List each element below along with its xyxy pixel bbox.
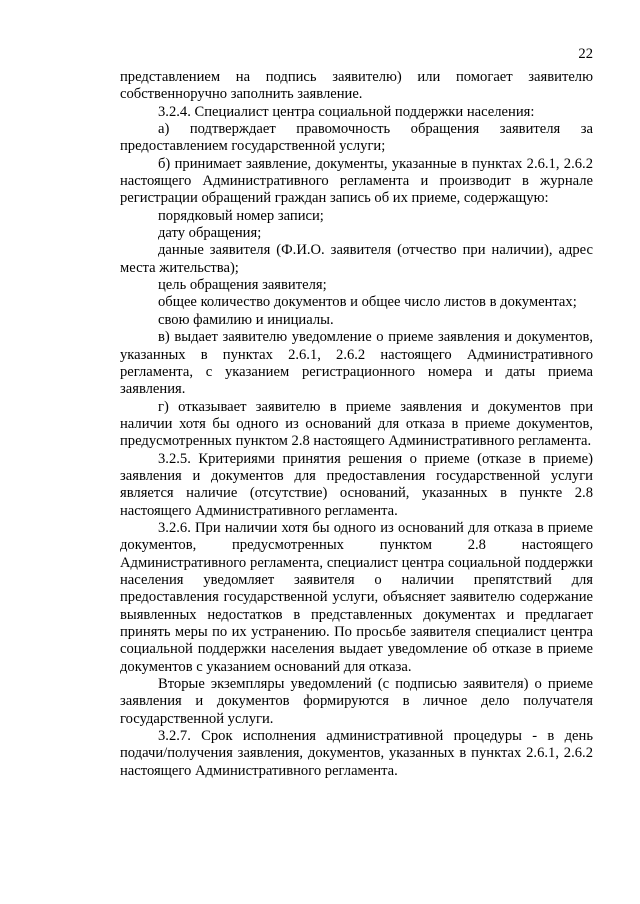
paragraph: а) подтверждает правомочность обращения заявителя за предоставлением государственной услуги; <box>120 121 593 155</box>
paragraph: представлением на подпись заявителю) или помогает заявителю собственноручно заполнить заявление. <box>120 69 593 103</box>
paragraph: 3.2.4. Специалист центра социальной поддержки населения: <box>158 103 535 120</box>
paragraph: б) принимает заявление, документы, указанные в пунктах 2.6.1, 2.6.2 настоящего Административного регламента и производит в журнале регистрации обращений граждан запись об их приеме, содержащую: <box>120 155 593 207</box>
paragraph: г) отказывает заявителю в приеме заявления и документов при наличии хотя бы одного из оснований для отказа в приеме документов, предусмотренных пунктом 2.8 настоящего Административного регламента. <box>120 398 593 450</box>
paragraph: 3.2.5. Критериями принятия решения о приеме (отказе в приеме) заявления и документов для предоставления государственной услуги является наличие (отсутствие) оснований, указанных в пункте 2.8 настоящего Административного регламента. <box>120 450 593 519</box>
paragraph: 3.2.6. При наличии хотя бы одного из оснований для отказа в приеме документов, предусмотренных пунктом 2.8 настоящего Административного регламента, специалист центра социальной поддержки населения уведомляет заявителя о наличии препятствий для предоставления государственной услуги, объясняет заявителю содержание выявленных недостатков в представленных документах и предлагает принять меры по их устранению. По просьбе заявителя специалист центра социальной поддержки населения выдает уведомление об отказе в приеме документов с указанием оснований для отказа. <box>120 519 593 675</box>
paragraph: порядковый номер записи; <box>158 207 324 224</box>
paragraph: Вторые экземпляры уведомлений (с подписью заявителя) о приеме заявления и документов формируются в личное дело получателя государственной услуги. <box>120 676 593 727</box>
paragraph: в) выдает заявителю уведомление о приеме заявления и документов, указанных в пунктах 2.6.1, 2.6.2 настоящего Административного регламента, с указанием регистрационного номера и даты приема заявления. <box>120 329 593 398</box>
paragraph: 3.2.7. Срок исполнения административной процедуры - в день подачи/получения заявления, документов, указанных в пунктах 2.6.1, 2.6.2 настоящего Административного регламента. <box>120 728 593 779</box>
paragraph: дату обращения; <box>158 225 262 242</box>
document-body <box>120 69 593 780</box>
page-number: 22 <box>578 46 593 62</box>
paragraph: цель обращения заявителя; <box>158 277 327 294</box>
paragraph: общее количество документов и общее число листов в документах; <box>158 294 577 311</box>
paragraph: свою фамилию и инициалы. <box>158 311 334 328</box>
paragraph: данные заявителя (Ф.И.О. заявителя (отчество при наличии), адрес места жительства); <box>120 242 593 276</box>
